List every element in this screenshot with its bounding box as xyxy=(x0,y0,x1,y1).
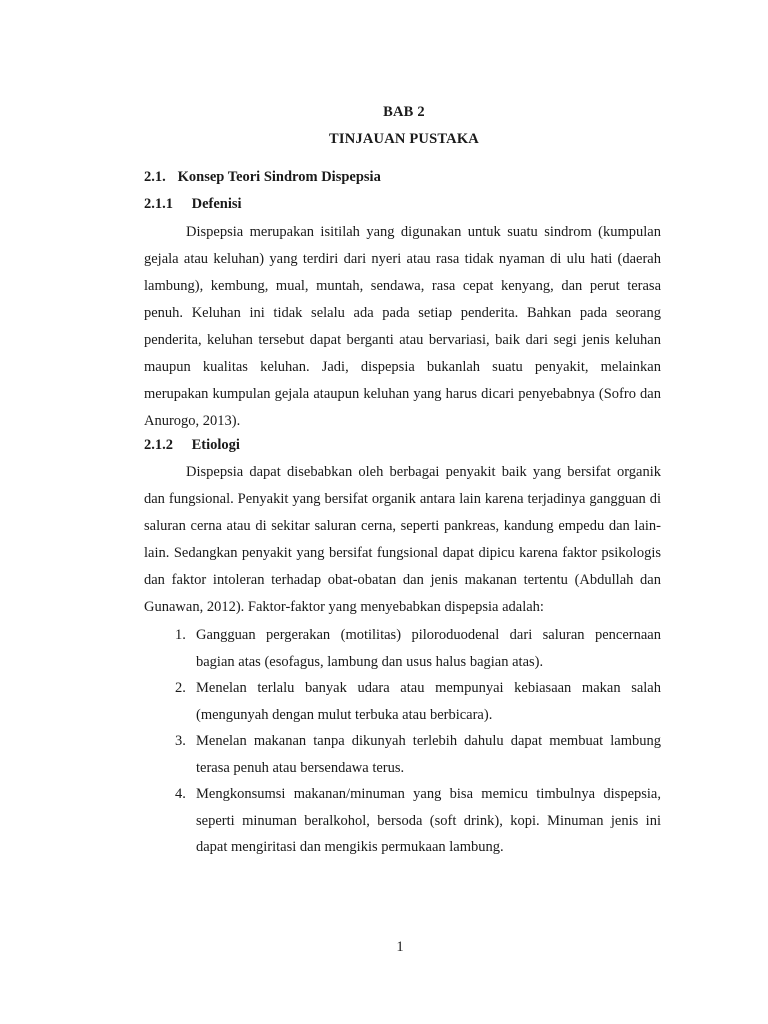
chapter-number: BAB 2 xyxy=(383,104,425,120)
list-item-text: Menelan terlalu banyak udara atau mempunyai kebiasaan makan salah (mengunyah dengan mulut terbuka atau berbicara). xyxy=(196,680,661,723)
paragraph-definisi: Dispepsia merupakan isitilah yang digunakan untuk suatu sindrom (kumpulan gejala atau keluhan) yang terdiri dari nyeri atau rasa tidak nyaman di ulu hati (daerah lambung), kembung, mual, muntah, sendawa, rasa cepat kenyang, dan perut terasa penuh. Keluhan ini tidak selalu ada pada setiap penderita. Bahkan pada seorang penderita, keluhan tersebut dapat berganti atau bervariasi, baik dari segi jenis keluhan maupun kualitas keluhan. Jadi, dispepsia bukanlah suatu penyakit, melainkan merupakan kumpulan gejala ataupun keluhan yang harus dicari penyebabnya (Sofro dan Anurogo, 2013). xyxy=(144,224,661,429)
list-marker: 1. xyxy=(175,627,186,643)
cause-list xyxy=(175,622,661,861)
section-title: Etiologi xyxy=(191,437,240,453)
list-item xyxy=(175,781,661,861)
section-number: 2.1.1 xyxy=(144,196,173,212)
list-item-text: Menelan makanan tanpa dikunyah terlebih dahulu dapat membuat lambung terasa penuh atau bersendawa terus. xyxy=(196,733,661,776)
chapter-title: TINJAUAN PUSTAKA xyxy=(329,131,479,147)
section-title: Konsep Teori Sindrom Dispepsia xyxy=(177,169,381,185)
page-number: 1 xyxy=(396,939,404,955)
section-title: Defenisi xyxy=(191,196,242,212)
paragraph-etiologi: Dispepsia dapat disebabkan oleh berbagai penyakit baik yang bersifat organik dan fungsional. Penyakit yang bersifat organik antara lain karena terjadinya gangguan di saluran cerna atau di sekitar saluran cerna, seperti pankreas, kandung empedu dan lain-lain. Sedangkan penyakit yang bersifat fungsional dapat dipicu karena faktor psikologis dan faktor intoleran terhadap obat-obatan dan jenis makanan tertentu (Abdullah dan Gunawan, 2012). Faktor-faktor yang menyebabkan dispepsia adalah: xyxy=(144,464,661,615)
section-heading-2-1 xyxy=(144,169,381,186)
list-item xyxy=(175,622,661,675)
list-item-text: Mengkonsumsi makanan/minuman yang bisa memicu timbulnya dispepsia, seperti minuman beralkohol, bersoda (soft drink), kopi. Minuman jenis ini dapat mengiritasi dan mengikis permukaan lambung. xyxy=(196,786,661,855)
list-marker: 3. xyxy=(175,733,186,749)
section-number: 2.1.2 xyxy=(144,437,173,453)
list-item-text: Gangguan pergerakan (motilitas) piloroduodenal dari saluran pencernaan bagian atas (esofagus, lambung dan usus halus bagian atas). xyxy=(196,627,661,670)
section-heading-2-1-2 xyxy=(144,437,240,454)
list-marker: 2. xyxy=(175,680,186,696)
list-marker: 4. xyxy=(175,786,186,802)
section-number: 2.1. xyxy=(144,169,166,185)
list-item xyxy=(175,728,661,781)
section-heading-2-1-1 xyxy=(144,196,242,213)
list-item xyxy=(175,675,661,728)
